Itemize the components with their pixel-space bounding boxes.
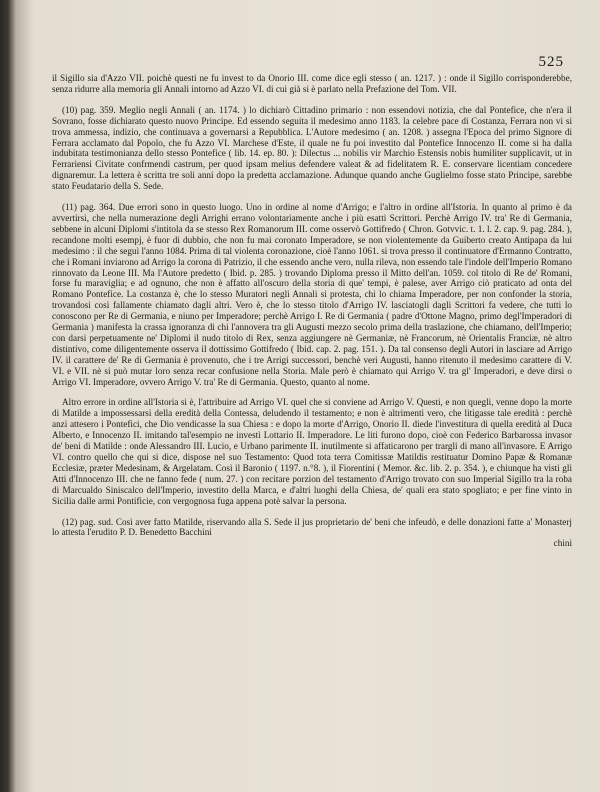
page-body [52,73,572,549]
catchword: chini [553,538,572,549]
note-11-continued: Altro errore in ordine all'Istoria si è, l'attribuire ad Arrigo VI. quel che si conviene ad Arrigo V. Questi, e non quegli, venne dopo la morte di Matilde a impossessarsi della eredità della Contessa, deludendo il testamento; e non è altrimenti vero, che litigasse tale eredità : perchè anzi attesero i Pontefici, che Dio vendicasse la sua Chiesa : e dopo la morte d'Arrigo, Onorio II. diede l'investitura di quella eredità al Duca Alberto, e Innocenzo II. imitando tal'esempio ne investì Lottario II. Imperadore. Le liti furono dopo, cioè con Federico Barbarossa invasor de' beni di Matilde : onde Alessandro III. Lucio, e Urbano parimente II. inutilmente si affaticarono per trargli di mano all'invasore. E Arrigo VI. contro quello che qui si dice, dispose nel suo Testamento: Quod tota terra Comitissæ Matildis restituatur Domino Papæ & Romanæ Ecclesiæ, præter Medesinam, & Argelatam. Così il Baronio ( 1197. n.°8. ), il Fiorentini ( Memor. &c. lib. 2. p. 354. ), e chiunque ha visti gli Atti d'Innocenzo III. che ne fanno fede ( num. 27. ) con recitare porzion del testamento d'Arrigo trovato con suo Imperial Sigillo tra la roba di Marcualdo Siniscalco dell'Imperio, investito della Marca, e d'altri luoghi della Chiesa, de' quali era stato spogliato; e per fine vinto in Sicilia dalle armi Pontificie, con vergognosa fuga appena potè salvar la persona. [52,397,572,506]
note-11: (11) pag. 364. Due errori sono in questo luogo. Uno in ordine al nome d'Arrigo; e l'altro in ordine all'Istoria. In quanto al primo è da avvertirsi, che nella numerazione degli Arrighi errano volontariamente anche i più esatti Scrittori. Perchè Arrigo IV. tra' Re di Germania, sebbene in alcuni Diplomi s'intitola da se stesso Rex Romanorum III. come osservò Gottifredo ( Chron. Gotvvic. t. 1. l. 2. cap. 9. pag. 284. ), recandone molti esempj, è fuor di dubbio, che non fu mai coronato Imperadore, se non violentemente da Guiberto creato Antipapa da lui medesimo : il che seguì l'anno 1084. Prima di tal violenta coronazione, cioè l'anno 1061. si trova presso il continuatore d'Ermanno Contratto, che i Romani inviarono ad Arrigo la corona di Patrizio, il che essendo anche vero, nulla rileva, non essendo tale l'indole dell'Imperio Romano rinnovato da Leone III. Ma l'Autore predetto ( Ibid. p. 285. ) trovando Diploma presso il Mitto dell'an. 1059. col titolo di Re de' Romani, forse fu maraviglia; e ad ognuno, che non è affatto all'oscuro della storia di que' tempi, è palese, aver Arrigo ciò praticato ad onta del Romano Pontefice. La costanza è, che lo stesso Muratori negli Annali si protesta, chi lo chiama Imperadore, per non confonder la storia, trovandosi così fallamente chiamato dagli altri. Vero è, che lo stesso titolo d'Arrigo IV. lasciatogli dagli Scrittori fa vedere, che tutti lo conoscono per Re di Germania, e niuno per Imperadore; perchè Arrigo I. Re di Germania ( padre d'Ottone Magno, primo degl'Imperadori di Germania ) manifesta la crassa ignoranza di chi l'annovera tra gli Augusti mezzo secolo prima della traslazione, che chiamano, dell'Imperio; con darsi perpetuamente ne' Diplomi il nudo titolo di Rex, senza aggiungere nè Germaniæ, nè Francorum, nè Orientalis Franciæ, nè altro distintivo, come diligentemente osserva il dottissimo Gottifredo ( Ibid. cap. 2. pag. 151. ). Da tal consenso degli Autori in lasciare ad Arrigo IV. il carattere de' Re di Germania è provenuto, che i tre Arrigi successori, benchè veri Augusti, hanno ritenuto il medesimo carattere di V. VI. e VII. nè si può mutar loro senza recar confusione nella Storia. Male però è chiamato qui Arrigo V. tra gl' Imperadori, e deve dirsi o Arrigo VI. Imperadore, ovvero Arrigo V. tra' Re di Germania. Questo, quanto al nome. [52,202,572,387]
note-12: (12) pag. sud. Così aver fatto Matilde, riservando alla S. Sede il jus proprietario de' beni che infeudò, e delle donazioni fatte a' Monasterj lo attesta l'erudito P. D. Benedetto Bacchini [52,516,572,538]
note-10: (10) pag. 359. Meglio negli Annali ( an. 1174. ) lo dichiarò Cittadino primario : non essendovi notizia, che dal Pontefice, che n'era il Sovrano, fosse dichiarato questo nuovo Principe. Ed essendo seguita il medesimo anno 1183. la celebre pace di Costanza, Ferrara non vi si trova ammessa, indizio, che continuava a governarsi a Repubblica. L'Autore medesimo ( an. 1208. ) assegna l'Epoca del primo Signore di Ferrara acclamato dal Popolo, che fu Azzo VI. Marchese d'Este, il quale ne fu poi investito dal Pontefice Innocenzo II. come si ha dalla indubitata testimonianza dello stesso Pontefice ( lib. 14. ep. 80. ): Dilectus ... nobilis vir Marchio Estensis nobis humiliter supplicavit, ut in Ferrariensi Civitate confrmendi castrum, per quod ipsam melius defendere valeat & ad fidelitatem R. E. conservare licentiam concedere dignaremur. La lettera è scritta tre soli anni dopo la predetta acclamazione. Adunque quando anche Guglielmo fosse stato Principe, sarebbe stato Feudatario della S. Sede. [52,104,572,192]
page-number: 525 [538,54,564,70]
paragraph-continuation: il Sigillo sia d'Azzo VII. poichè questi ne fu invest to da Onorio III. come dice egli stesso ( an. 1217. ) : onde il Sigillo corrisponderebbe, senza ridurre alla memoria gli Annali intorno ad Azzo VI. di cui già si è parlato nella Prefazione del Tom. VII. [52,73,572,94]
